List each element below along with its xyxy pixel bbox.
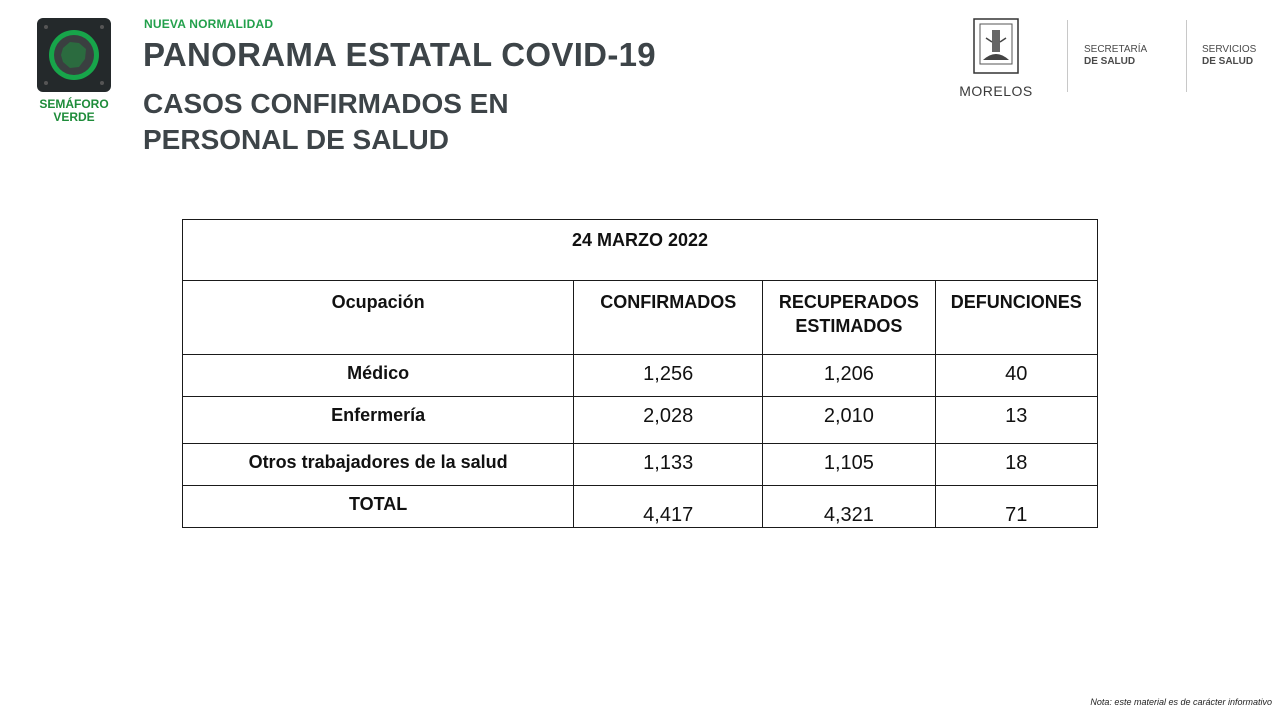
cell-ocupacion: Enfermería	[183, 397, 574, 444]
morelos-coat-of-arms-icon	[973, 18, 1019, 74]
semaforo-map-icon	[37, 18, 111, 92]
cell-defunciones: 18	[935, 444, 1097, 486]
logo-divider	[1067, 20, 1068, 92]
subtitle-line2: PERSONAL DE SALUD	[143, 124, 449, 155]
logo-divider	[1186, 20, 1187, 92]
table-row-total	[183, 486, 1098, 528]
cell-ocupacion: Médico	[183, 355, 574, 397]
cell-recuperados: 1,206	[763, 355, 935, 397]
page-subtitle	[143, 86, 603, 158]
header-recuperados-line2: ESTIMADOS	[795, 316, 903, 336]
date-row	[183, 220, 1098, 281]
table-row	[183, 444, 1098, 486]
cell-confirmados: 1,133	[574, 444, 763, 486]
cell-recuperados-total: 4,321	[763, 486, 935, 528]
header-ocupacion: Ocupación	[183, 281, 574, 355]
cell-recuperados: 2,010	[763, 397, 935, 444]
cases-table	[182, 219, 1098, 528]
header-recuperados	[763, 281, 935, 355]
header-defunciones: DEFUNCIONES	[935, 281, 1097, 355]
table-row	[183, 355, 1098, 397]
cell-defunciones: 13	[935, 397, 1097, 444]
semaforo-label-line1: SEMÁFORO	[39, 97, 109, 111]
semaforo-badge	[34, 18, 114, 124]
kicker-text: NUEVA NORMALIDAD	[144, 17, 274, 31]
cell-defunciones: 40	[935, 355, 1097, 397]
secretaria-line1: SECRETARÍA	[1084, 44, 1148, 55]
header-confirmados: CONFIRMADOS	[574, 281, 763, 355]
cell-confirmados: 2,028	[574, 397, 763, 444]
footer-note: Nota: este material es de carácter informativo	[1090, 697, 1272, 707]
header-recuperados-line1: RECUPERADOS	[778, 292, 919, 312]
morelos-logo	[956, 18, 1036, 99]
subtitle-line1: CASOS CONFIRMADOS EN	[143, 88, 509, 119]
cell-recuperados: 1,105	[763, 444, 935, 486]
table-row	[183, 397, 1098, 444]
cell-confirmados-total: 4,417	[574, 486, 763, 528]
header-row	[183, 281, 1098, 355]
cell-confirmados: 1,256	[574, 355, 763, 397]
secretaria-de-salud-logo	[1084, 44, 1147, 68]
cell-ocupacion-total: TOTAL	[183, 486, 574, 528]
servicios-de-salud-logo	[1202, 44, 1256, 68]
servicios-line1: SERVICIOS	[1202, 44, 1257, 55]
table-date: 24 MARZO 2022	[183, 220, 1098, 281]
servicios-line2: DE SALUD	[1202, 56, 1254, 67]
semaforo-label-line2: VERDE	[53, 110, 95, 124]
page-title: PANORAMA ESTATAL COVID-19	[143, 36, 656, 73]
morelos-label: MORELOS	[959, 83, 1033, 99]
cell-defunciones-total: 71	[935, 486, 1097, 528]
secretaria-line2: DE SALUD	[1084, 56, 1136, 67]
cell-ocupacion: Otros trabajadores de la salud	[183, 444, 574, 486]
